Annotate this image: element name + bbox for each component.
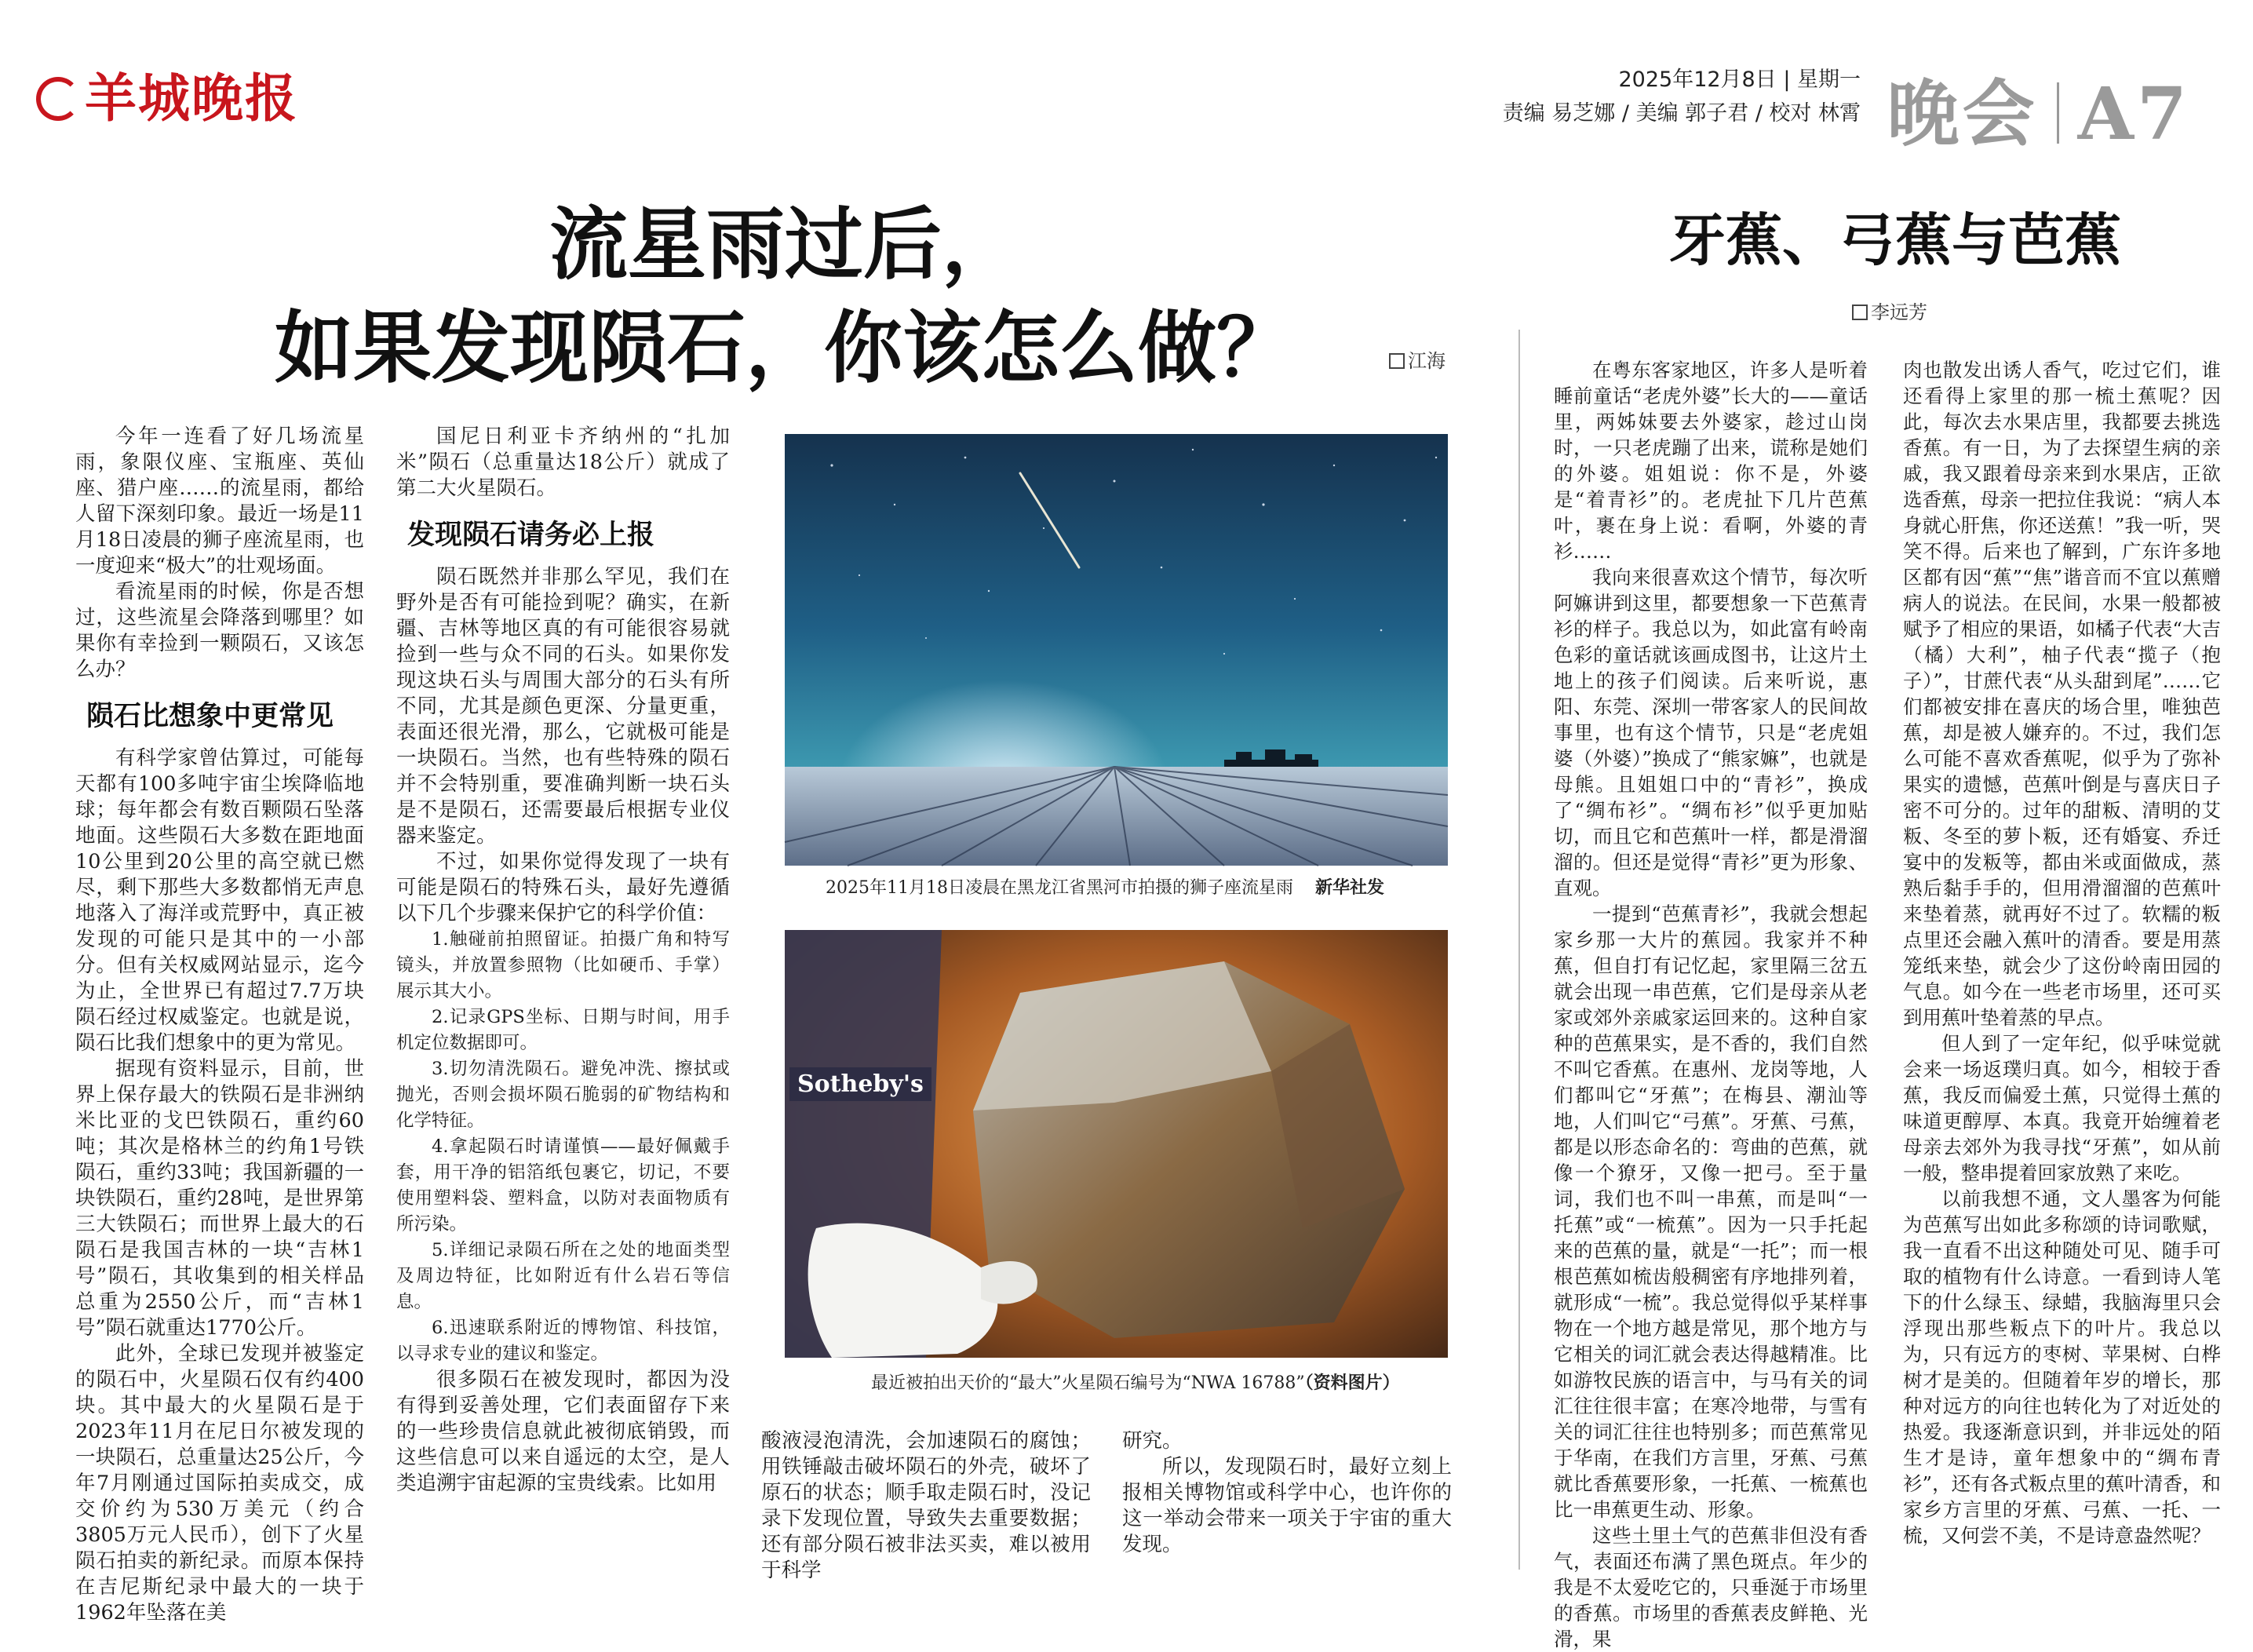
paragraph: 这些土里土气的芭蕉非但没有香气，表面还布满了黑色斑点。年少的我是不太爱吃它的，只垂涎于市场里的香蕉。市场里的香蕉表皮鲜艳、光滑，果 xyxy=(1554,1524,1868,1650)
meteor-shower-image xyxy=(785,434,1448,866)
editors-line: 责编 易芝娜 / 美编 郭子君 / 校对 林霄 xyxy=(1502,101,1861,126)
photo-credit: （资料图片） xyxy=(1304,1373,1400,1393)
step-item: 4.拿起陨石时请谨慎——最好佩戴手套，用干净的铝箔纸包裹它，切记，不要使用塑料袋、塑料盒，以防对表面物质有所污染。 xyxy=(396,1136,730,1234)
article1-column-1 xyxy=(75,424,364,1625)
article1-headline xyxy=(235,192,1334,399)
paragraph: 所以，发现陨石时，最好立刻上报相关博物馆或科学中心，也许你的这一举动会带来一项关于宇宙的重大发现。 xyxy=(1122,1455,1452,1556)
paragraph: 很多陨石在被发现时，都因为没有得到妥善处理，它们表面留存下来的一些珍贵信息就此被彻底销毁，而这些信息可以来自遥远的太空，是人类追溯宇宙起源的宝贵线索。比如用 xyxy=(396,1368,730,1495)
article1-column-3 xyxy=(761,1428,1091,1582)
subheading: 陨石比想象中更常见 xyxy=(86,701,334,732)
section-name: 晚会 xyxy=(1887,71,2038,156)
logo-swirl-icon xyxy=(36,77,80,121)
paragraph: 此外，全球已发现并被鉴定的陨石中，火星陨石仅有约400块。其中最大的火星陨石是于2023年11月在尼日尔被发现的一块陨石，总重量达25公斤，今年7月刚通过国际拍卖成交，成交价约为530万美元（约合3805万元人民币），创下了火星陨石拍卖的新纪录。而原本保持在吉尼斯纪录中最大的一块于1962年坠落在美 xyxy=(75,1342,364,1625)
newspaper-logo: 羊城晚报 xyxy=(36,57,298,131)
article2-column-2 xyxy=(1903,357,2221,1566)
paragraph: 不过，如果你觉得发现了一块有可能是陨石的特殊石头，最好先遵循以下几个步骤来保护它的科学价值： xyxy=(396,850,730,925)
article2-headline: 牙蕉、弓蕉与芭蕉 xyxy=(1668,206,2121,273)
paragraph: 以前我想不通，文人墨客为何能为芭蕉写出如此多称颂的诗词歌赋，我一直看不出这种随处可见、随手可取的植物有什么诗意。一看到诗人笔下的什么绿玉、绿蜡，我脑海里只会浮现出那些粄点下的叶片。我总以为，只有远方的枣树、苹果树、白桦树才是美的。但随着年岁的增长，那种对远方的向往也转化为了对近处的热爱。我逐渐意识到，并非远处的陌生才是诗，童年想象中的“绸布青衫”，还有各式粄点里的蕉叶清香，和家乡方言里的牙蕉、弓蕉、一托、一梳，又何尝不美，不是诗意盎然呢？ xyxy=(1903,1187,2221,1547)
article1-column-2 xyxy=(396,424,730,1566)
page-number: A7 xyxy=(2077,71,2190,156)
section-divider xyxy=(2057,82,2059,144)
step-item: 1.触碰前拍照留证。拍摄广角和特写镜头，并放置参照物（比如硬币、手掌）展示其大小。 xyxy=(396,929,730,1001)
paragraph: 有科学家曾估算过，可能每天都有100多吨宇宙尘埃降临地球；每年都会有数百颗陨石坠落地面。这些陨石大多数在距地面10公里到20公里的高空就已燃尽，剩下那些大多数都悄无声息地落入了海洋或荒野中，真正被发现的可能只是其中的一小部分。但有关权威网站显示，迄今为止，全世界已有超过7.7万块陨石经过权威鉴定。也就是说，陨石比我们想象中的更为常见。 xyxy=(75,746,364,1055)
paragraph: 酸液浸泡清洗，会加速陨石的腐蚀；用铁锤敲击破坏陨石的外壳，破坏了原石的状态；顺手取走陨石时，没记录下发现位置，导致失去重要数据；还有部分陨石被非法买卖，难以被用于科学 xyxy=(761,1429,1091,1582)
paragraph: 我向来很喜欢这个情节，每次听阿嫲讲到这里，都要想象一下芭蕉青衫的样子。我总以为，如此富有岭南色彩的童话就该画成图书，让这片土地上的孩子们阅读。后来听说，惠阳、东莞、深圳一带客家人的民间故事里，也有这个情节，只是“老虎姐婆（外婆）”换成了“熊家嫲”，也就是母熊。且姐姐口中的“青衫”，换成了“绸布衫”。“绸布衫”似乎更加贴切，而且它和芭蕉叶一样，都是滑溜溜的。但还是觉得“青衫”更为形象、直观。 xyxy=(1554,566,1868,899)
byline-box-icon xyxy=(1389,353,1405,369)
article1-byline: 江海 xyxy=(1389,345,1445,373)
photo-credit: 新华社发 xyxy=(1314,878,1384,898)
date-line: 2025年12月8日 | 星期一 xyxy=(1618,67,1861,92)
paragraph: 但人到了一定年纪，似乎味觉就会来一场返璞归真。如今，相较于香蕉，我反而偏爱土蕉，只觉得土蕉的味道更醇厚、本真。我竟开始缠着老母亲去郊外为我寻找“牙蕉”，如从前一般，整串提着回家放熟了来吃。 xyxy=(1903,1032,2221,1184)
article-divider xyxy=(1518,330,1520,1570)
section-label xyxy=(1887,57,2190,160)
article1-title-line1: 流星雨过后， xyxy=(549,198,1020,290)
paragraph: 今年一连看了好几场流星雨，象限仪座、宝瓶座、英仙座、猎户座……的流星雨，都给人留下深刻印象。最近一场是11月18日凌晨的狮子座流星雨，也一度迎来“极大”的壮观场面。 xyxy=(75,425,364,578)
auction-house-sign: Sotheby's xyxy=(789,1067,931,1101)
meteor-shower-photo xyxy=(785,434,1448,866)
paragraph: 陨石既然并非那么罕见，我们在野外是否有可能捡到呢？确实，在新疆、吉林等地区真的有可能很容易就捡到一些与众不同的石头。如果你发现这块石头与周围大部分的石头有所不同，尤其是颜色更深、分量更重，表面还很光滑，那么，它就极可能是一块陨石。当然，也有些特殊的陨石并不会特别重，要准确判断一块石头是不是陨石，还需要最后根据专业仪器来鉴定。 xyxy=(396,565,730,848)
paragraph: 研究。 xyxy=(1122,1429,1183,1453)
subheading: 发现陨石请务必上报 xyxy=(407,520,655,551)
paragraph: 看流星雨的时候，你是否想过，这些流星会降落到哪里？如果你有幸捡到一颗陨石，又该怎么办？ xyxy=(75,580,364,681)
paragraph: 据现有资料显示，目前，世界上保存最大的铁陨石是非洲纳米比亚的戈巴铁陨石，重约60吨；其次是格林兰的约角1号铁陨石，重约33吨；我国新疆的一块铁陨石，重约28吨，是世界第三大铁陨石；而世界上最大的石陨石是我国吉林的一块“吉林1号”陨石，其收集到的相关样品总重为2550公斤，而“吉林1号”陨石就重达1770公斤。 xyxy=(75,1057,364,1340)
step-item: 2.记录GPS坐标、日期与时间，用手机定位数据即可。 xyxy=(396,1007,730,1053)
meteorite-image xyxy=(785,930,1448,1358)
step-item: 6.迅速联系附近的博物馆、科技馆，以寻求专业的建议和鉴定。 xyxy=(396,1318,730,1364)
paragraph: 在粤东客家地区，许多人是听着睡前童话“老虎外婆”长大的——童话里，两姊妹要去外婆家，趁过山岗时，一只老虎蹦了出来，谎称是她们的外婆。姐姐说：你不是，外婆是“着青衫”的。老虎扯下几片芭蕉叶，裹在身上说：看啊，外婆的青衫…… xyxy=(1554,359,1868,563)
step-item: 3.切勿清洗陨石。避免冲洗、擦拭或抛光，否则会损坏陨石脆弱的矿物结构和化学特征。 xyxy=(396,1059,730,1131)
meteorite-photo-caption: 最近被拍出天价的“最大”火星陨石编号为“NWA 16788”（资料图片） xyxy=(871,1373,1400,1393)
paragraph: 一提到“芭蕉青衫”，我就会想起家乡那一大片的蕉园。我家并不种蕉，但自打有记忆起，家里隔三岔五就会出现一串芭蕉，它们是母亲从老家或郊外亲戚家运回来的。这种自家种的芭蕉果实，是不香的，我们自然不叫它香蕉。在惠州、龙岗等地，人们都叫它“牙蕉”；在梅县、潮汕等地，人们叫它“弓蕉”。牙蕉、弓蕉，都是以形态命名的：弯曲的芭蕉，就像一个獠牙，又像一把弓。至于量词，我们也不叫一串蕉，而是叫“一托蕉”或“一梳蕉”。因为一只手托起来的芭蕉的量，就是“一托”；而一根根芭蕉如梳齿般稠密有序地排列着，就形成“一梳”。我总觉得似乎某样事物在一个地方越是常见，那个地方与它相关的词汇就会表达得越精准。比如游牧民族的语言中，与马有关的词汇往往很丰富；在寒冷地带，与雪有关的词汇往往也特别多；而芭蕉常见于华南，在我们方言里，牙蕉、弓蕉就比香蕉要形象，一托蕉、一梳蕉也比一串蕉更生动、形象。 xyxy=(1554,903,1868,1521)
article1-title-line2: 如果发现陨石，你该怎么做？ xyxy=(275,301,1295,394)
issue-meta xyxy=(1503,63,1861,130)
byline-box-icon xyxy=(1852,305,1868,320)
meteorite-photo xyxy=(785,930,1448,1358)
paragraph: 肉也散发出诱人香气，吃过它们，谁还看得上家里的那一梳土蕉呢？因此，每次去水果店里，我都要去挑选香蕉。有一日，为了去探望生病的亲戚，我又跟着母亲来到水果店，正欲选香蕉，母亲一把拉住我说：“病人本身就心肝焦，你还送蕉！”我一听，哭笑不得。后来也了解到，广东许多地区都有因“蕉”“焦”谐音而不宜以蕉赠病人的说法。在民间，水果一般都被赋予了相应的果语，如橘子代表“大吉（橘）大利”，柚子代表“揽子（抱子）”，甘蔗代表“从头甜到尾”……它们都被安排在喜庆的场合里，唯独芭蕉，却是被人嫌弃的。不过，我们怎么可能不喜欢香蕉呢，似乎为了弥补果实的遗憾，芭蕉叶倒是与喜庆日子密不可分的。过年的甜粄、清明的艾粄、冬至的萝卜粄，还有婚宴、乔迁宴中的发粄等，都由米或面做成，蒸熟后黏手手的，但用滑溜溜的芭蕉叶来垫着蒸，就再好不过了。软糯的粄点里还会融入蕉叶的清香。要是用蒸笼纸来垫，就会少了这份岭南田园的气息。如今在一些老市场里，还可买到用蕉叶垫着蒸的早点。 xyxy=(1903,359,2221,1029)
article1-column-4 xyxy=(1122,1428,1452,1566)
meteor-photo-caption: 2025年11月18日凌晨在黑龙江省黑河市拍摄的狮子座流星雨 新华社发 xyxy=(826,878,1384,898)
article2-column-1 xyxy=(1554,357,1868,1650)
paragraph: 国尼日利亚卡齐纳州的“扎加米”陨石（总重量达18公斤）就成了第二大火星陨石。 xyxy=(396,425,730,500)
step-item: 5.详细记录陨石所在之处的地面类型及周边特征，比如附近有什么岩石等信息。 xyxy=(396,1240,730,1312)
article2-byline: 李远芳 xyxy=(1852,297,1927,324)
